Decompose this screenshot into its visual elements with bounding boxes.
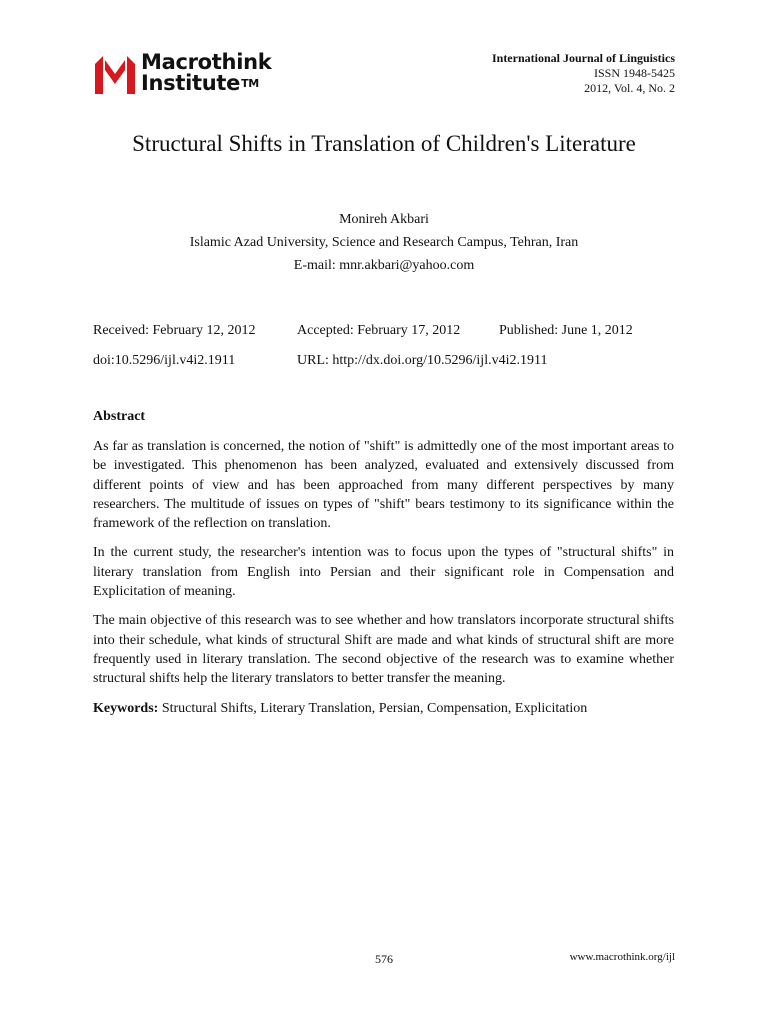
logo-wordmark-bottom [141, 73, 271, 94]
keywords [93, 699, 674, 718]
footer-url-link[interactable]: www.macrothink.org/ijl [569, 951, 675, 963]
author-name: Monireh Akbari [339, 212, 429, 227]
abstract-paragraph: As far as translation is concerned, the notion of "shift" is admittedly one of the most important areas to be investigated. This phenomenon has been analyzed, evaluated and extensively discussed from different points of view and has been approached from many different perspectives by many researchers. The multitude of issues on types of "shift" bears testimony to its significance within the framework of the reflection on translation. [93, 439, 674, 532]
journal-issn: ISSN 1948-5425 [593, 66, 675, 80]
abstract-paragraph: In the current study, the researcher's intention was to focus upon the types of "structural shifts" in literary translation from English into Persian and their significant role in Compensation and Explicitation of meaning. [93, 545, 674, 600]
logo-trademark: TM [241, 77, 259, 90]
author-block [0, 208, 768, 277]
author-affiliation: Islamic Azad University, Science and Research Campus, Tehran, Iran [189, 235, 579, 250]
abstract-heading: Abstract [93, 409, 146, 424]
abstract-body [93, 437, 674, 728]
logo-wordmark-institute: Institute [141, 71, 241, 95]
author-email: E-mail: mnr.akbari@yahoo.com [293, 258, 475, 273]
paper-title: Structural Shifts in Translation of Children's Literature [132, 131, 636, 156]
publication-dates [93, 323, 683, 379]
doi-url-link[interactable]: URL: http://dx.doi.org/10.5296/ijl.v4i2.1911 [297, 353, 548, 368]
accepted-date: Accepted: February 17, 2012 [297, 323, 461, 338]
macrothink-logo-icon [93, 50, 137, 96]
keywords-list: Structural Shifts, Literary Translation, Persian, Compensation, Explicitation [161, 700, 588, 716]
journal-volume: 2012, Vol. 4, No. 2 [584, 81, 675, 95]
logo-wordmark-top: Macrothink [141, 50, 272, 74]
received-date: Received: February 12, 2012 [93, 323, 256, 338]
macrothink-logo [93, 50, 293, 96]
journal-info [492, 51, 675, 96]
abstract-paragraph: The main objective of this research was to see whether and how translators incorporate structural shifts into their schedule, what kinds of structural Shift are made and what kinds of structural shift are more frequently used in literary translation. The second objective of the research was to examine whether structural shifts help the literary translators to better transfer the meaning. [93, 613, 674, 687]
journal-name: International Journal of Linguistics [491, 51, 675, 65]
doi: doi:10.5296/ijl.v4i2.1911 [93, 353, 236, 368]
page-number: 576 [375, 952, 393, 966]
published-date: Published: June 1, 2012 [499, 323, 633, 338]
keywords-label: Keywords: [93, 700, 159, 716]
